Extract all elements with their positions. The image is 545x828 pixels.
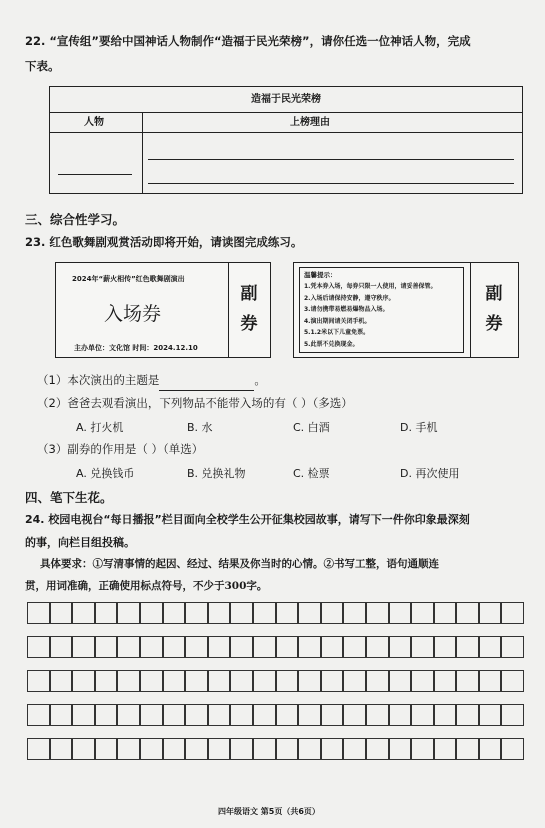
q23-sub3-option-d[interactable]: D. 再次使用 [400,467,460,480]
writing-grid-cell[interactable] [411,602,434,624]
ticket-title: 入场券 [104,303,162,325]
honor-table-header [50,113,522,133]
writing-grid-cell[interactable] [298,738,321,760]
writing-grid-cell[interactable] [27,670,50,692]
writing-grid-cell[interactable] [27,636,50,658]
q22-prompt-line2: 下表。 [25,59,60,73]
notice-item: 1.凭本券入场，每券只限一人使用，请妥善保管。 [304,283,437,290]
q23-sub3-option-c[interactable]: C. 检票 [293,467,330,480]
writing-grid-cell[interactable] [343,602,366,624]
ticket-footer: 主办单位：文化馆 时间：2024.12.10 [74,344,198,352]
writing-grid-cell[interactable] [479,602,502,624]
writing-grid-cell[interactable] [208,602,231,624]
writing-grid-cell[interactable] [501,738,524,760]
writing-grid-cell[interactable] [389,738,412,760]
q23-intro: 23. 红色歌舞剧观赏活动即将开始，请读图完成练习。 [25,235,303,249]
reason-answer-line-1[interactable] [148,159,514,160]
writing-grid-cell[interactable] [411,704,434,726]
writing-grid-cell[interactable] [253,738,276,760]
writing-grid-cell[interactable] [72,636,95,658]
writing-grid-cell[interactable] [50,636,73,658]
writing-grid-cell[interactable] [501,704,524,726]
writing-grid-cell[interactable] [72,670,95,692]
writing-grid-cell[interactable] [163,704,186,726]
writing-grid-cell[interactable] [321,636,344,658]
writing-grid-cell[interactable] [298,670,321,692]
writing-grid-cell[interactable] [501,602,524,624]
q23-sub3-option-a[interactable]: A. 兑换钱币 [76,467,135,480]
writing-grid-cell[interactable] [230,636,253,658]
writing-grid-cell[interactable] [208,670,231,692]
q23-sub2: （2）爸爸去观看演出，下列物品不能带入场的有（ ）（多选） [37,396,353,410]
notice-box [299,267,464,353]
q23-sub1 [37,369,266,391]
writing-grid-cell[interactable] [253,704,276,726]
writing-grid-cell[interactable] [276,670,299,692]
q24-prompt-line1: 24. 校园电视台“每日播报”栏目面向全校学生公开征集校园故事，请写下一件你印象最深刻 [25,513,470,526]
q23-sub3: （3）副券的作用是（ ）（单选） [37,442,204,456]
writing-grid-cell[interactable] [117,738,140,760]
writing-grid-cell[interactable] [411,738,434,760]
writing-grid-cell[interactable] [185,602,208,624]
q23-sub3-option-b[interactable]: B. 兑换礼物 [187,467,246,480]
writing-grid-cell[interactable] [27,704,50,726]
notice-item: 2.入场后请保持安静，遵守秩序。 [304,294,395,302]
col-person-label: 人物 [84,117,104,128]
writing-grid-cell[interactable] [185,670,208,692]
writing-grid-cell[interactable] [434,704,457,726]
writing-grid-cell[interactable] [479,704,502,726]
writing-grid-cell[interactable] [95,670,118,692]
notice-item: 5.1.2米以下儿童免票。 [304,329,370,336]
q23-sub2-option-d[interactable]: D. 手机 [400,421,438,434]
q23-sub1-blank[interactable] [159,376,254,391]
writing-grid-cell[interactable] [230,670,253,692]
writing-grid-cell[interactable] [117,704,140,726]
col-reason-label: 上榜理由 [290,117,330,128]
writing-grid-cell[interactable] [95,738,118,760]
writing-grid-cell[interactable] [50,670,73,692]
writing-grid-cell[interactable] [95,704,118,726]
writing-grid-cell[interactable] [321,602,344,624]
writing-grid-cell[interactable] [163,602,186,624]
writing-grid-cell[interactable] [72,704,95,726]
q24-prompt-line2: 的事，向栏目组投稿。 [25,536,135,549]
writing-grid-cell[interactable] [27,602,50,624]
notice-title: 温馨提示： [304,271,337,279]
reason-answer-line-2[interactable] [148,183,514,184]
writing-grid-cell[interactable] [185,738,208,760]
ticket-header: 2024年“薪火相传”红色歌舞剧演出 [72,275,185,283]
honor-table [49,86,523,194]
writing-grid-cell[interactable] [50,704,73,726]
ticket-stub-text: 副券 [240,284,258,334]
writing-grid-cell[interactable] [456,602,479,624]
writing-grid-cell[interactable] [117,670,140,692]
q23-sub1-end: 。 [254,373,266,387]
writing-grid-cell[interactable] [411,636,434,658]
writing-grid-cell[interactable] [185,636,208,658]
writing-grid-cell[interactable] [434,636,457,658]
notice-item: 5.此票不兑换现金。 [304,340,359,348]
writing-grid-cell[interactable] [366,738,389,760]
writing-grid-cell[interactable] [230,704,253,726]
writing-grid-cell[interactable] [434,670,457,692]
writing-grid-cell[interactable] [27,738,50,760]
writing-grid-cell[interactable] [140,704,163,726]
writing-grid-cell[interactable] [321,738,344,760]
writing-grid-cell[interactable] [389,636,412,658]
writing-grid-cell[interactable] [366,670,389,692]
writing-grid-cell[interactable] [456,738,479,760]
writing-grid-cell[interactable] [343,704,366,726]
writing-grid-cell[interactable] [253,602,276,624]
q24-requirements-line2: 贯，用词准确，正确使用标点符号，不少于300字。 [25,580,268,592]
writing-grid-cell[interactable] [163,636,186,658]
q23-sub2-option-c[interactable]: C. 白酒 [293,421,330,434]
section-4-heading: 四、笔下生花。 [25,490,113,505]
person-answer-line[interactable] [58,174,132,175]
writing-grid-cell[interactable] [366,602,389,624]
writing-grid-cell[interactable] [140,602,163,624]
writing-grid-cell[interactable] [253,636,276,658]
writing-grid-cell[interactable] [208,636,231,658]
writing-grid-cell[interactable] [208,704,231,726]
writing-grid-row-4[interactable] [27,704,524,726]
honor-table-title: 造福于民光荣榜 [50,87,522,113]
writing-grid-cell[interactable] [208,738,231,760]
table-divider [142,112,143,193]
writing-grid-cell[interactable] [479,670,502,692]
writing-grid-cell[interactable] [72,738,95,760]
writing-grid-cell[interactable] [434,738,457,760]
q24-requirements-line1: 具体要求：①写清事情的起因、经过、结果及你当时的心情。②书写工整，语句通顺连 [40,558,439,570]
writing-grid-cell[interactable] [50,738,73,760]
notice-item: 4.演出期间请关闭手机。 [304,317,371,325]
writing-grid-cell[interactable] [434,602,457,624]
writing-grid-cell[interactable] [230,602,253,624]
writing-grid-cell[interactable] [389,670,412,692]
writing-grid-cell[interactable] [456,704,479,726]
page-footer: 四年级语文 第5页（共6页） [218,807,320,816]
writing-grid-cell[interactable] [456,670,479,692]
writing-grid-cell[interactable] [95,602,118,624]
ticket-back [293,262,519,358]
writing-grid-cell[interactable] [456,636,479,658]
writing-grid-cell[interactable] [366,636,389,658]
writing-grid-cell[interactable] [343,738,366,760]
writing-grid-cell[interactable] [389,704,412,726]
writing-grid-cell[interactable] [321,670,344,692]
notice-item: 3.请勿携带易燃易爆物品入场。 [304,306,389,313]
q23-sub1-text: （1）本次演出的主题是 [37,373,160,387]
writing-grid-cell[interactable] [117,602,140,624]
writing-grid-cell[interactable] [163,670,186,692]
writing-grid-cell[interactable] [276,704,299,726]
ticket2-stub-label [470,279,518,339]
writing-grid-cell[interactable] [501,670,524,692]
ticket-stub-label [228,279,270,339]
writing-grid-cell[interactable] [95,636,118,658]
writing-grid-row-2[interactable] [27,636,524,658]
writing-grid-cell[interactable] [389,602,412,624]
writing-grid-cell[interactable] [366,704,389,726]
writing-grid-cell[interactable] [253,670,276,692]
writing-grid-cell[interactable] [343,636,366,658]
writing-grid-cell[interactable] [276,738,299,760]
writing-grid-cell[interactable] [163,738,186,760]
writing-grid-cell[interactable] [140,670,163,692]
writing-grid-cell[interactable] [479,636,502,658]
writing-grid-cell[interactable] [298,636,321,658]
ticket-front [55,262,271,358]
writing-grid-cell[interactable] [117,636,140,658]
writing-grid-cell[interactable] [321,704,344,726]
writing-grid-row-3[interactable] [27,670,524,692]
writing-grid-cell[interactable] [276,636,299,658]
section-3-heading: 三、综合性学习。 [25,212,126,227]
writing-grid-cell[interactable] [140,636,163,658]
writing-grid-cell[interactable] [276,602,299,624]
writing-grid-row-1[interactable] [27,602,524,624]
writing-grid-cell[interactable] [230,738,253,760]
writing-grid-cell[interactable] [501,636,524,658]
writing-grid-cell[interactable] [50,602,73,624]
writing-grid-cell[interactable] [298,704,321,726]
writing-grid-cell[interactable] [298,602,321,624]
q23-sub2-option-a[interactable]: A. 打火机 [76,421,124,434]
writing-grid-cell[interactable] [343,670,366,692]
ticket2-stub-text: 副券 [485,284,503,334]
writing-grid-cell[interactable] [411,670,434,692]
writing-grid-cell[interactable] [140,738,163,760]
q22-prompt-line1: 22. “宣传组”要给中国神话人物制作“造福于民光荣榜”，请你任选一位神话人物，完成 [25,34,471,48]
q23-sub2-option-b[interactable]: B. 水 [187,421,213,434]
writing-grid-cell[interactable] [185,704,208,726]
writing-grid-cell[interactable] [72,602,95,624]
writing-grid-row-5[interactable] [27,738,524,760]
writing-grid-cell[interactable] [479,738,502,760]
